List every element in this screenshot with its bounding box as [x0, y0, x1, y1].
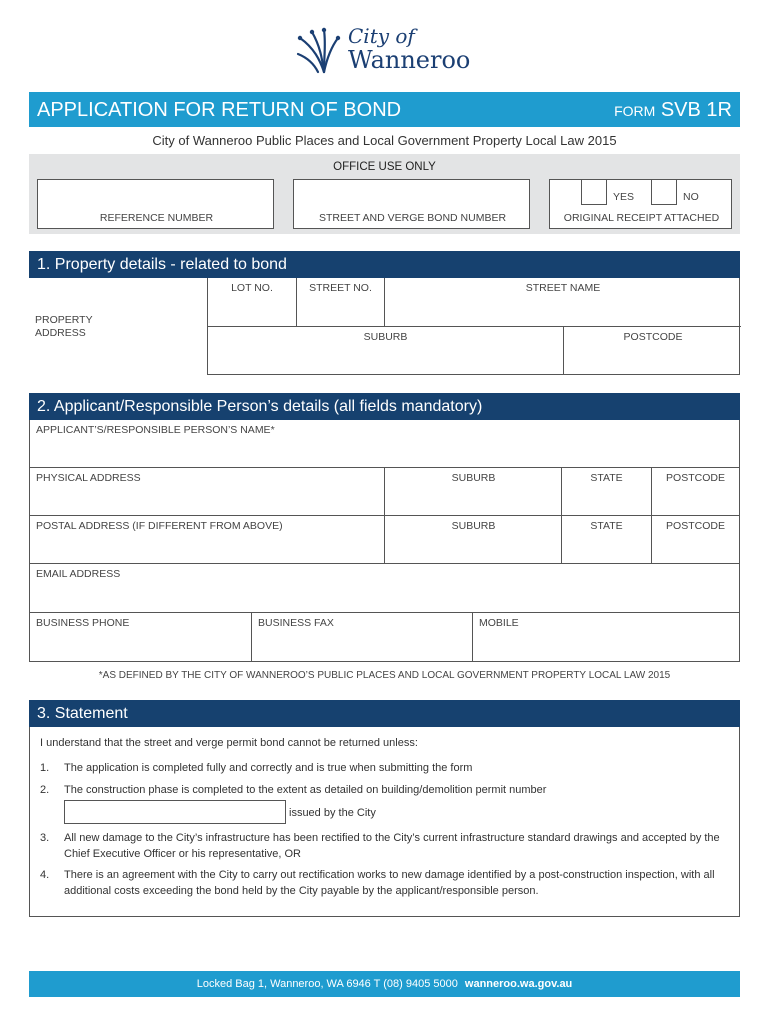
email-field[interactable] — [30, 564, 739, 613]
reference-number-field[interactable] — [37, 179, 274, 229]
logo-line1: City of — [348, 24, 415, 48]
reference-number-label: REFERENCE NUMBER — [99, 212, 214, 224]
statement-panel — [29, 727, 740, 917]
receipt-label: ORIGINAL RECEIPT ATTACHED — [563, 212, 720, 224]
physical-address-label: PHYSICAL ADDRESS — [36, 472, 141, 484]
office-use-title: OFFICE USE ONLY — [333, 161, 436, 173]
section1-header: 1. Property details - related to bond — [29, 251, 740, 278]
postal-state-label: STATE — [590, 520, 623, 532]
postal-postcode-field[interactable] — [652, 516, 739, 564]
business-phone-label: BUSINESS PHONE — [36, 617, 130, 629]
lot-no-label: LOT NO. — [231, 282, 273, 294]
footer-bar — [29, 971, 740, 997]
postal-address-field[interactable] — [30, 516, 385, 564]
receipt-panel — [549, 179, 732, 229]
form-code-value: SVB 1R — [660, 99, 732, 121]
statement-item-text: All new damage to the City’s infrastructure has been rectified to the City’s current infrastructure standard drawings and accepted by the Chief Executive Officer or his representative, OR — [64, 832, 720, 860]
physical-suburb-field[interactable] — [385, 468, 562, 516]
no-label: NO — [683, 191, 699, 203]
postal-address-label: POSTAL ADDRESS (IF DIFFERENT FROM ABOVE) — [36, 520, 283, 532]
suburb-label: SUBURB — [363, 331, 408, 343]
business-phone-field[interactable] — [30, 613, 252, 661]
physical-state-label: STATE — [590, 472, 623, 484]
section2-footnote: *AS DEFINED BY THE CITY OF WANNEROO’S PUBLIC PLACES AND LOCAL GOVERNMENT PROPERTY LOCAL LAW 2015 — [98, 670, 671, 681]
business-fax-field[interactable] — [252, 613, 473, 661]
statement-item-text: The construction phase is completed to the extent as detailed on building/demolition permit number — [64, 784, 547, 796]
footer-address: Locked Bag 1, Wanneroo, WA 6946 T (08) 9405 5000 — [196, 978, 458, 990]
logo-line2: Wanneroo — [348, 46, 471, 74]
physical-state-field[interactable] — [562, 468, 652, 516]
postal-suburb-field[interactable] — [385, 516, 562, 564]
physical-address-field[interactable] — [30, 468, 385, 516]
email-label: EMAIL ADDRESS — [36, 568, 121, 580]
street-name-field[interactable] — [385, 278, 741, 327]
section2-header: 2. Applicant/Responsible Person’s details (all fields mandatory) — [29, 393, 740, 420]
form-prefix: FORM — [614, 103, 656, 119]
statement-item-num: 1. — [40, 762, 50, 774]
statement-intro: I understand that the street and verge permit bond cannot be returned unless: — [40, 737, 418, 749]
postal-postcode-label: POSTCODE — [666, 520, 725, 532]
permit-number-input[interactable] — [64, 800, 286, 824]
statement-item-text: There is an agreement with the City to carry out rectification works to new damage identified by a post-construction inspection, with all additional costs exceeding the bond held by the City payable by the applicant/responsible person. — [64, 869, 715, 897]
statement-item-num: 2. — [40, 784, 50, 796]
street-no-label: STREET NO. — [309, 282, 372, 294]
physical-postcode-label: POSTCODE — [666, 472, 725, 484]
yes-label: YES — [613, 191, 635, 203]
statement-item-num: 4. — [40, 869, 50, 881]
section1-grid — [207, 278, 740, 375]
section3-header: 3. Statement — [29, 700, 740, 727]
no-checkbox[interactable] — [651, 179, 677, 205]
wanneroo-flower-icon — [294, 26, 344, 74]
office-use-panel — [29, 154, 740, 234]
mobile-label: MOBILE — [479, 617, 519, 629]
bond-number-field[interactable] — [293, 179, 530, 229]
applicant-name-field[interactable] — [30, 420, 739, 468]
footer-website[interactable]: wanneroo.wa.gov.au — [464, 978, 573, 990]
physical-suburb-label: SUBURB — [451, 472, 496, 484]
subtitle: City of Wanneroo Public Places and Local Government Property Local Law 2015 — [152, 133, 617, 148]
applicant-name-label: APPLICANT’S/RESPONSIBLE PERSON’S NAME* — [36, 424, 275, 436]
physical-postcode-field[interactable] — [652, 468, 739, 516]
suburb-field[interactable] — [208, 326, 563, 375]
postcode-label: POSTCODE — [623, 331, 683, 343]
logo — [292, 24, 482, 76]
form-code — [614, 99, 732, 122]
section1-frame — [29, 278, 740, 375]
statement-item-text: The application is completed fully and correctly and is true when submitting the form — [64, 762, 473, 774]
form-title: APPLICATION FOR RETURN OF BOND — [37, 99, 402, 121]
postal-suburb-label: SUBURB — [451, 520, 496, 532]
statement-item-num: 3. — [40, 832, 50, 844]
street-no-field[interactable] — [297, 278, 385, 327]
header-bar — [29, 92, 740, 127]
lot-no-field[interactable] — [208, 278, 297, 327]
mobile-field[interactable] — [473, 613, 739, 661]
issued-by-city-text: issued by the City — [289, 807, 376, 819]
street-name-label: STREET NAME — [525, 282, 601, 294]
property-address-label: PROPERTY ADDRESS — [35, 314, 93, 339]
section2-grid — [29, 420, 740, 662]
business-fax-label: BUSINESS FAX — [258, 617, 334, 629]
yes-checkbox[interactable] — [581, 179, 607, 205]
postal-state-field[interactable] — [562, 516, 652, 564]
postcode-field[interactable] — [563, 326, 741, 375]
bond-number-label: STREET AND VERGE BOND NUMBER — [318, 212, 507, 224]
